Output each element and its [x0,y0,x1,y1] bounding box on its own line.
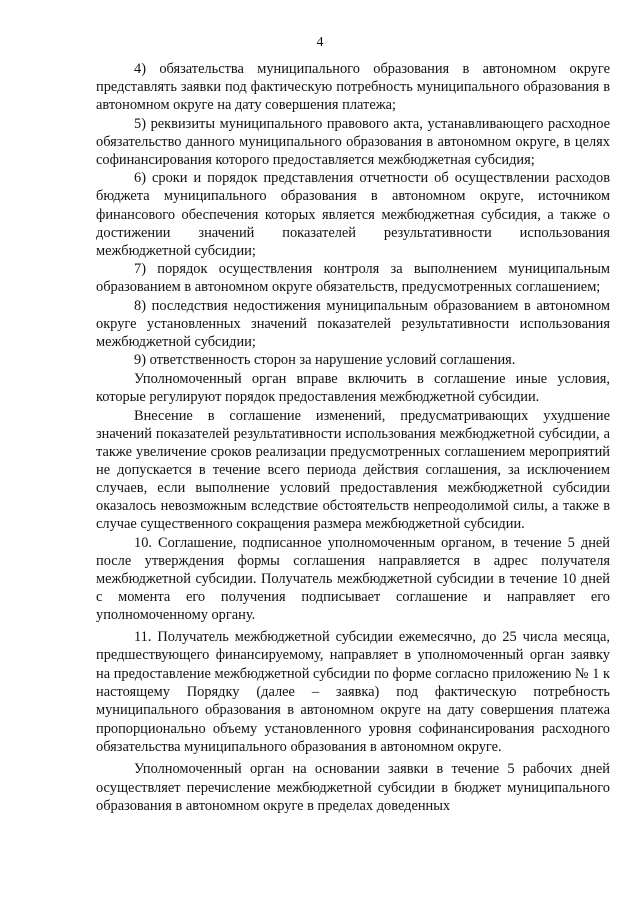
paragraph-item-4: 4) обязательства муниципального образования в автономном округе представлять заявки под фактическую потребность муниципального образования в автономном округе на дату совершения платежа; [96,61,610,114]
paragraph-item-8: 8) последствия недостижения муниципальным образованием в автономном округе установленных значений показателей результативности использования межбюджетной субсидии; [96,297,610,350]
paragraph-clause-10: 10. Соглашение, подписанное уполномоченным органом, в течение 5 дней после утверждения формы соглашения направляется в адрес получателя межбюджетной субсидии. Получатель межбюджетной субсидии в течение 10 дней с момента его получения подписывает соглашение и направляет его уполномоченному органу. [96,534,610,623]
page-number: 4 [316,35,324,50]
paragraph-amendments: Внесение в соглашение изменений, предусматривающих ухудшение значений показателей результативности использования межбюджетной субсидии, а также увеличение сроков реализации предусмотренных соглашением мероприятий не допускается в течение всего периода действия соглашения, за исключением случаев, если выполнение условий предоставления межбюджетной субсидии оказалось невозможным вследствие обстоятельств непреодолимой силы, а также в случае существенного сокращения размера межбюджетной субсидии. [96,407,610,533]
paragraph-item-5: 5) реквизиты муниципального правового акта, устанавливающего расходное обязательство данного муниципального образования в автономном округе, в целях софинансирования которого предоставляется межбюджетная субсидия; [96,115,610,168]
paragraph-transfer: Уполномоченный орган на основании заявки в течение 5 рабочих дней осуществляет перечисление межбюджетной субсидии в бюджет муниципального образования в автономном округе в пределах доведенных [96,761,610,815]
paragraph-clause-11: 11. Получатель межбюджетной субсидии ежемесячно, до 25 числа месяца, предшествующего финансируемому, направляет в уполномоченный орган заявку на предоставление межбюджетной субсидии по форме согласно приложению № 1 к настоящему Порядку (далее – заявка) под фактическую потребность муниципального образования в автономном округе на дату совершения платежа пропорционально объему установленного уровня софинансирования расходного обязательства муниципального образования в автономном округе. [96,629,610,756]
paragraph-other-conditions: Уполномоченный орган вправе включить в соглашение иные условия, которые регулируют порядок предоставления межбюджетной субсидии. [96,370,610,406]
paragraph-item-9: 9) ответственность сторон за нарушение условий соглашения. [134,352,516,369]
paragraph-item-6: 6) сроки и порядок представления отчетности об осуществлении расходов бюджета муниципального образования в автономном округе, источником финансового обеспечения которых является межбюджетная субсидия, а также о достижении значений показателей результативности использования межбюджетной субсидии; [96,170,610,259]
paragraph-item-7: 7) порядок осуществления контроля за выполнением муниципальным образованием в автономном округе обязательств, предусмотренных соглашением; [96,261,610,296]
document-body [96,60,610,815]
